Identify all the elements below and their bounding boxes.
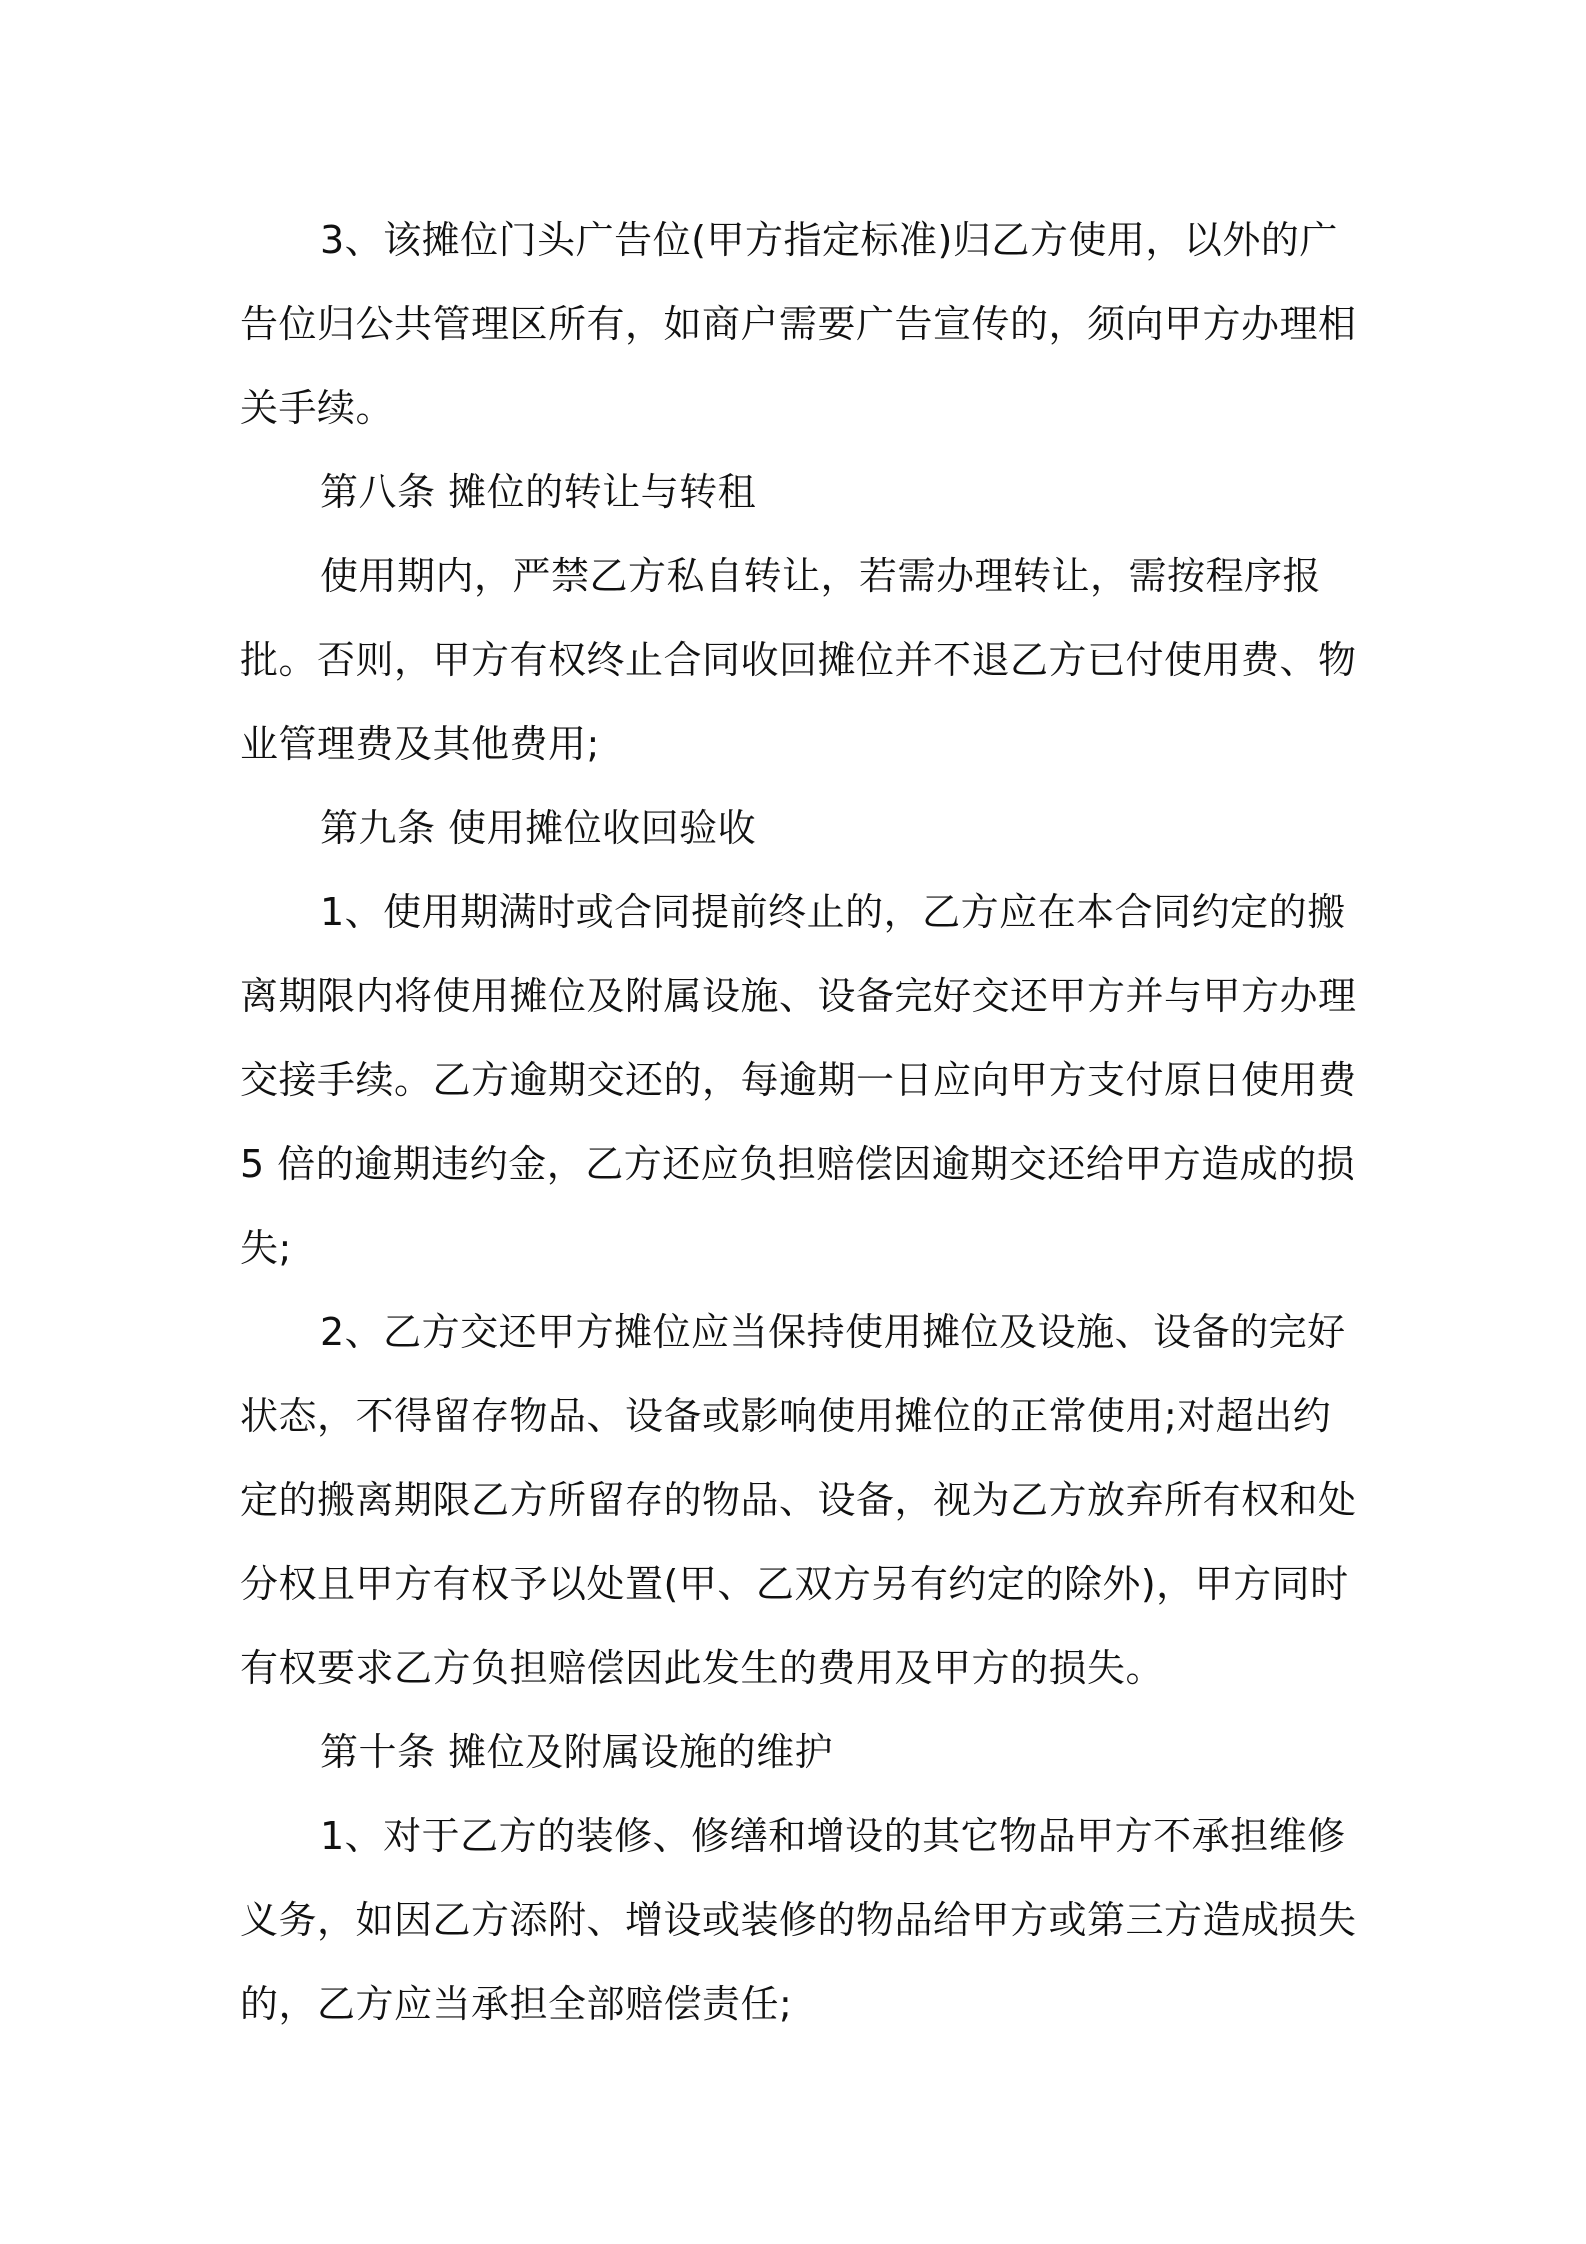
paragraph-maintenance-1: 1、对于乙方的装修、修缮和增设的其它物品甲方不承担维修义务，如因乙方添附、增设或装修的物品给甲方或第三方造成损失的，乙方应当承担全部赔偿责任;	[240, 1814, 1357, 2026]
paragraph-advertising: 3、该摊位门头广告位(甲方指定标准)归乙方使用，以外的广告位归公共管理区所有，如商户需要广告宣传的，须向甲方办理相关手续。	[240, 218, 1357, 430]
heading-article-9: 第九条 使用摊位收回验收	[320, 806, 757, 850]
paragraph-transfer: 使用期内，严禁乙方私自转让，若需办理转让，需按程序报批。否则，甲方有权终止合同收回摊位并不退乙方已付使用费、物业管理费及其他费用;	[240, 554, 1357, 766]
paragraph-return-1: 1、使用期满时或合同提前终止的，乙方应在本合同约定的搬离期限内将使用摊位及附属设施、设备完好交还甲方并与甲方办理交接手续。乙方逾期交还的，每逾期一日应向甲方支付原日使用费 5 倍的逾期违约金，乙方还应负担赔偿因逾期交还给甲方造成的损失;	[240, 890, 1357, 1270]
heading-article-8: 第八条 摊位的转让与转租	[320, 470, 757, 514]
document-body	[240, 198, 1360, 2046]
heading-article-10: 第十条 摊位及附属设施的维护	[320, 1730, 834, 1774]
paragraph-return-2: 2、乙方交还甲方摊位应当保持使用摊位及设施、设备的完好状态，不得留存物品、设备或影响使用摊位的正常使用;对超出约定的搬离期限乙方所留存的物品、设备，视为乙方放弃所有权和处分权且甲方有权予以处置(甲、乙双方另有约定的除外)，甲方同时有权要求乙方负担赔偿因此发生的费用及甲方的损失。	[240, 1310, 1357, 1690]
